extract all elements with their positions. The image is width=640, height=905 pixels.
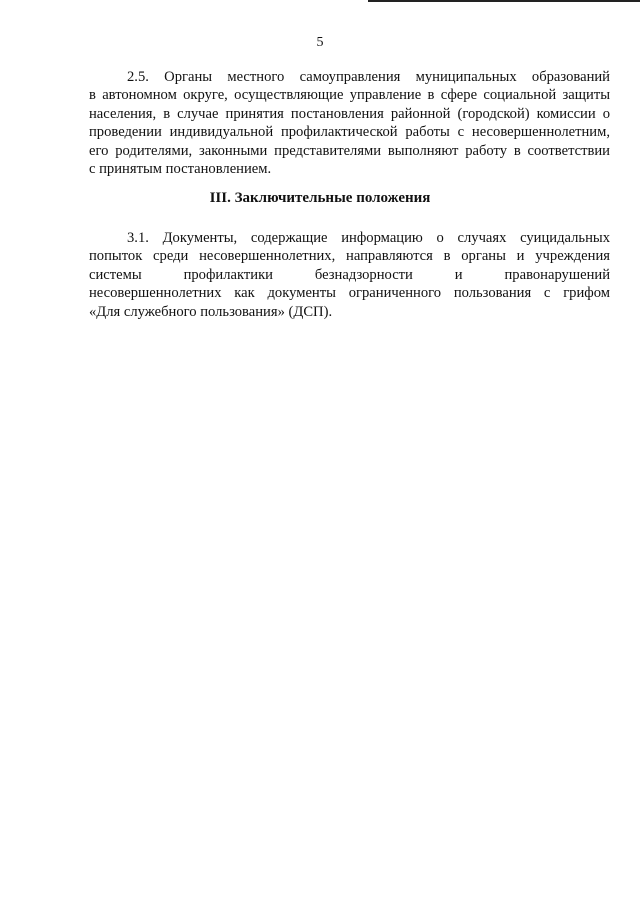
paragraph-line: его родителями, законными представителями выполняют работу в соответствии (89, 142, 610, 159)
section-heading: III. Заключительные положения (209, 190, 431, 206)
paragraph-line: 2.5. Органы местного самоуправления муниципальных образований (127, 69, 610, 85)
paragraph-line: 3.1. Документы, содержащие информацию о случаях суицидальных (127, 230, 610, 246)
paragraph-line: системы профилактики безнадзорности и правонарушений (89, 266, 610, 283)
paragraph-3-1 (89, 229, 610, 321)
paragraph-line: в автономном округе, осуществляющие управление в сфере социальной защиты (89, 87, 610, 104)
paragraph-line: попыток среди несовершеннолетних, направляются в органы и учреждения (89, 248, 610, 265)
paragraph-line: «Для служебного пользования» (ДСП). (89, 303, 333, 320)
paragraph-line: населения, в случае принятия постановления районной (городской) комиссии о (89, 105, 610, 122)
paragraph-line: несовершеннолетних как документы ограниченного пользования с грифом (89, 285, 610, 302)
top-edge-rule (368, 0, 640, 2)
paragraph-2-5 (89, 68, 610, 178)
paragraph-line: с принятым постановлением. (89, 161, 272, 178)
paragraph-line: проведении индивидуальной профилактической работы с несовершеннолетним, (89, 124, 610, 141)
page-number: 5 (316, 35, 324, 50)
